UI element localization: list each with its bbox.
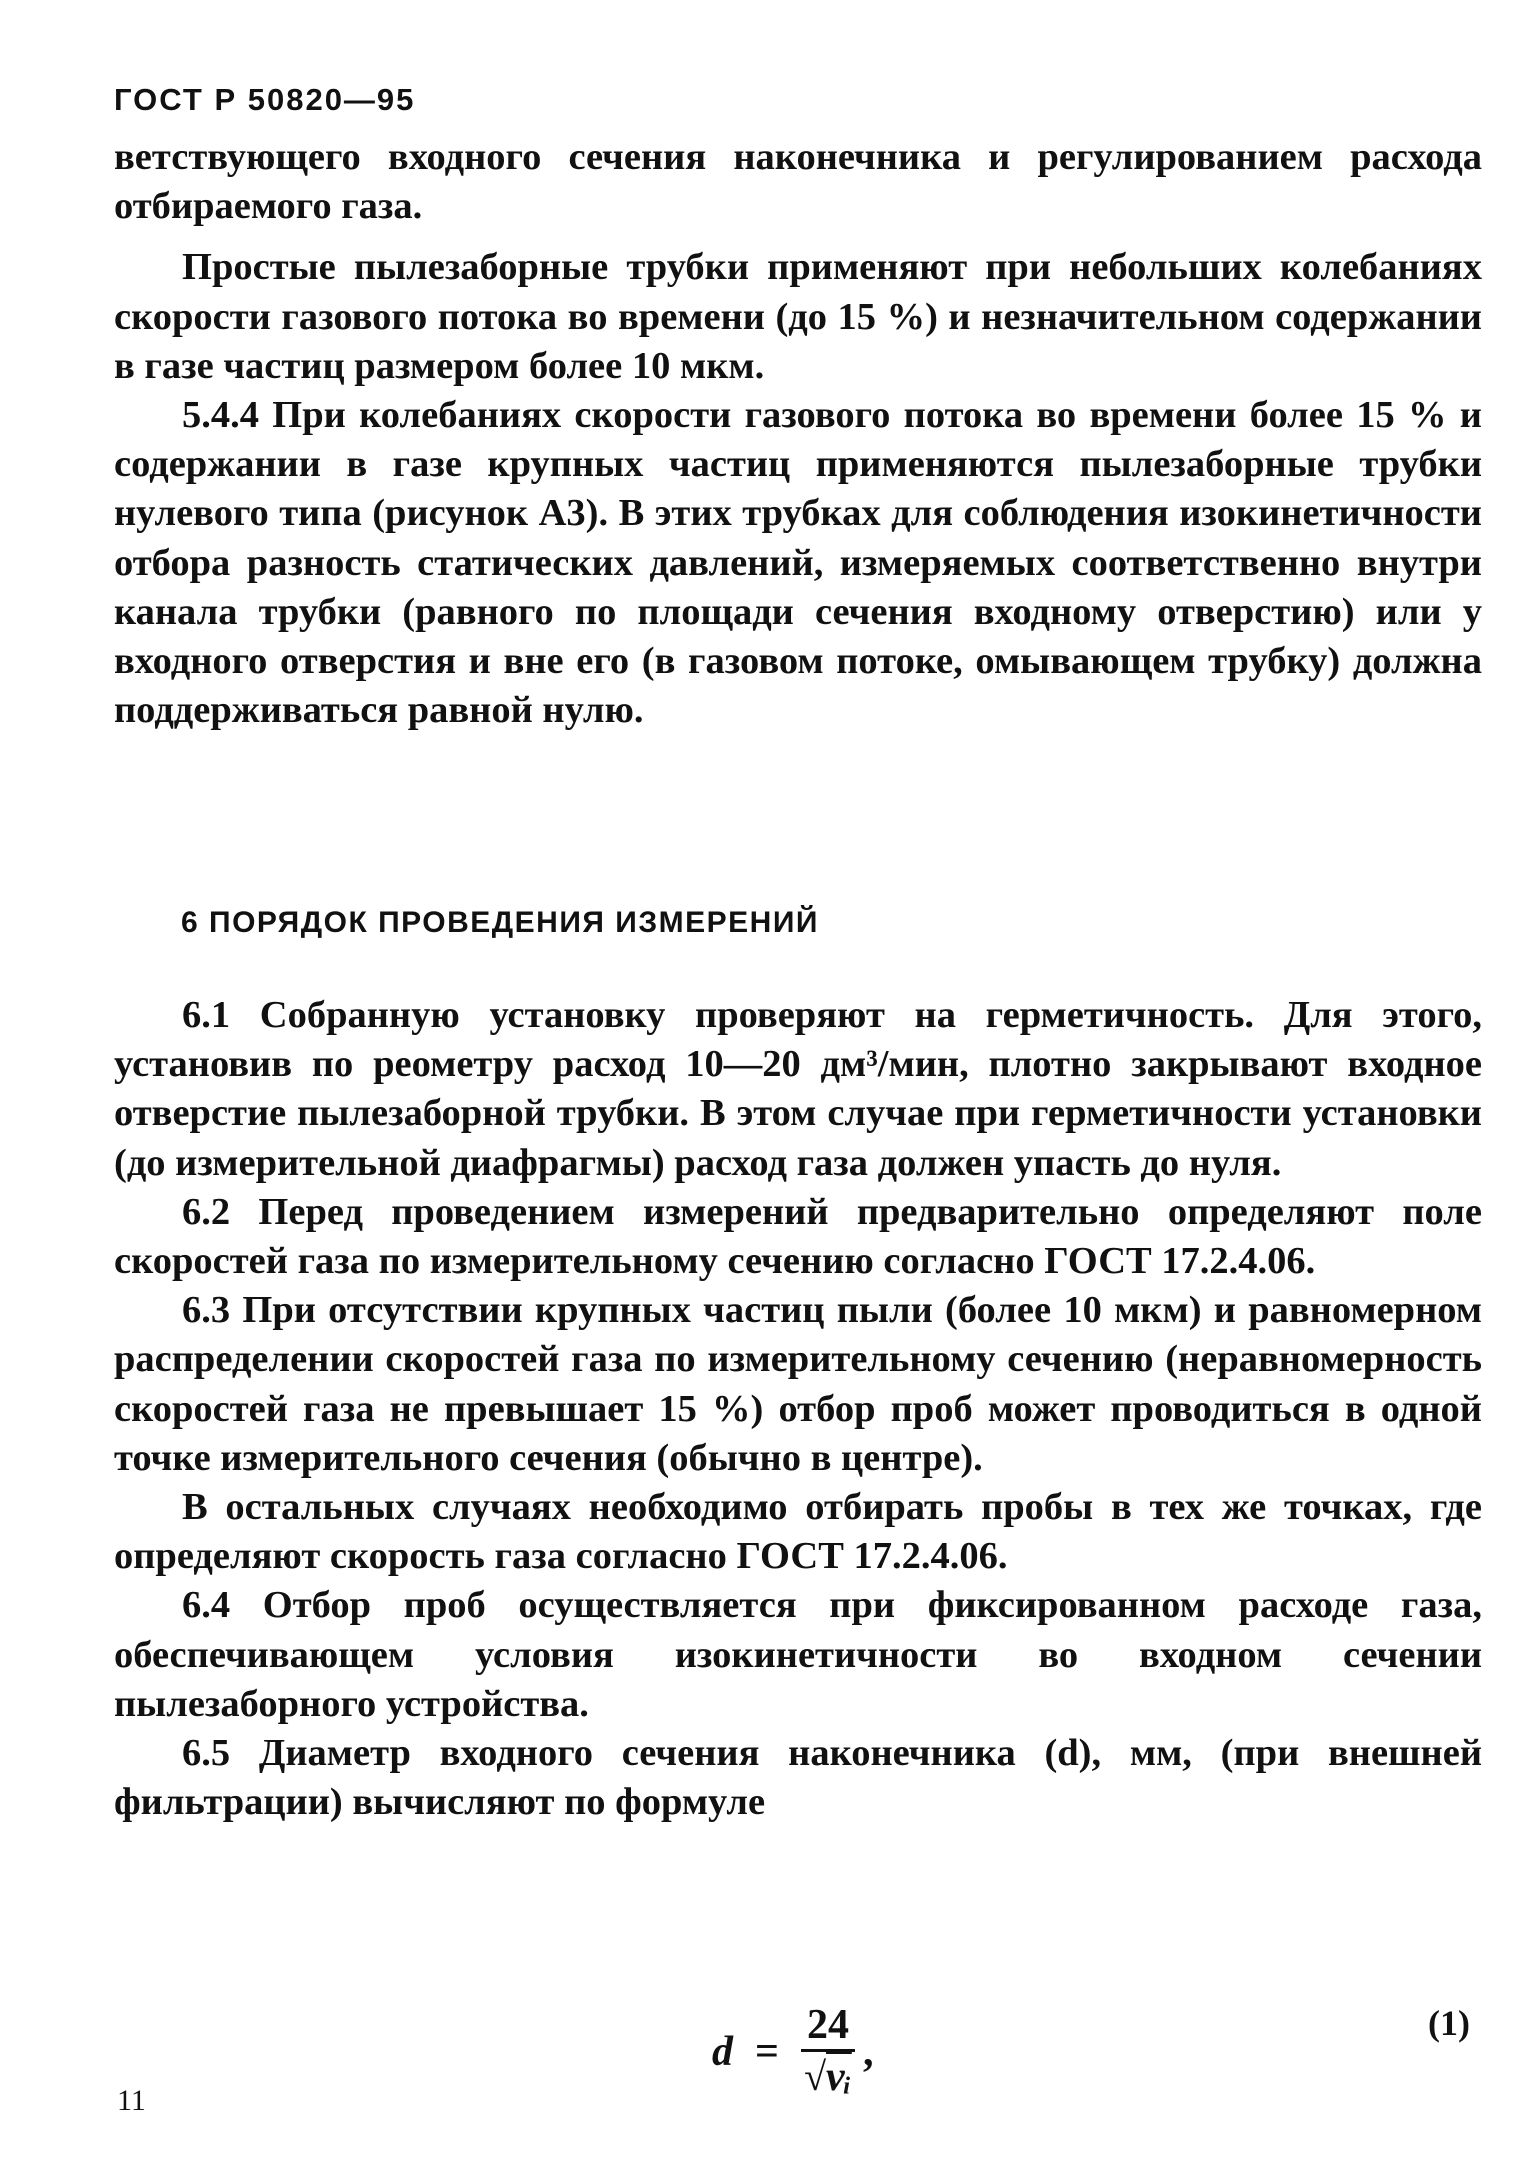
formula-equals: = <box>755 2028 779 2075</box>
section-heading: 6 ПОРЯДОК ПРОВЕДЕНИЯ ИЗМЕРЕНИЙ <box>181 906 819 939</box>
body-text-top <box>114 133 1482 735</box>
paragraph-6-1: 6.1 Собранную установку проверяют на герметичность. Для этого, установив по реометру расход 10—20 дм³/мин, плотно закрывают входное отверстие пылезаборной трубки. В этом случае при герметичности установки (до измерительной диафрагмы) расход газа должен упасть до нуля. <box>114 994 1482 1184</box>
formula-numerator: 24 <box>801 2003 855 2052</box>
formula-denominator-var: vᵢ <box>826 2054 852 2100</box>
paragraph-continuation: ветствующего входного сечения наконечника и регулированием расхода отбираемого газа. <box>114 136 1482 228</box>
paragraph-6-4: 6.4 Отбор проб осуществляется при фиксированном расходе газа, обеспечивающем условия изокинетичности во входном сечении пылезаборного устройства. <box>114 1584 1482 1725</box>
formula-number: (1) <box>1428 2003 1470 2043</box>
sqrt-symbol: √ <box>804 2054 827 2099</box>
standard-header: ГОСТ Р 50820—95 <box>114 82 416 117</box>
formula-comma: , <box>862 2028 874 2075</box>
formula-denominator <box>804 2052 852 2100</box>
paragraph-5-4-4: 5.4.4 При колебаниях скорости газового потока во времени более 15 % и содержании в газе крупных частиц применяются пылезаборные трубки нулевого типа (рисунок А3). В этих трубках для соблюдения изокинетичности отбора разность статических давлений, измеряемых соответственно внутри канала трубки (равного по площади сечения входному отверстию) или у входного отверстия и вне его (в газовом потоке, омывающем трубку) должна поддерживаться равной нулю. <box>114 394 1482 732</box>
paragraph-6-3: 6.3 При отсутствии крупных частиц пыли (более 10 мкм) и равномерном распределении скоростей газа по измерительному сечению (неравномерность скоростей газа не превышает 15 %) отбор проб может проводиться в одной точке измерительного сечения (обычно в центре). <box>114 1289 1482 1479</box>
paragraph-6-5: 6.5 Диаметр входного сечения наконечника (d), мм, (при внешней фильтрации) вычисляют по формуле <box>114 1732 1482 1824</box>
body-text-section6 <box>114 991 1482 1827</box>
formula-1 <box>712 2003 873 2100</box>
page-number: 11 <box>117 2084 146 2117</box>
paragraph-simple-tubes: Простые пылезаборные трубки применяют при небольших колебаниях скорости газового потока во времени (до 15 %) и незначительном содержании в газе частиц размером более 10 мкм. <box>114 246 1482 387</box>
paragraph-6-2: 6.2 Перед проведением измерений предварительно определяют поле скоростей газа по измерительному сечению согласно ГОСТ 17.2.4.06. <box>114 1190 1482 1283</box>
formula-lhs: d <box>712 2028 733 2075</box>
formula-fraction <box>801 2003 855 2100</box>
paragraph-6-3-continued: В остальных случаях необходимо отбирать пробы в тех же точках, где определяют скорость газа согласно ГОСТ 17.2.4.06. <box>114 1486 1482 1578</box>
